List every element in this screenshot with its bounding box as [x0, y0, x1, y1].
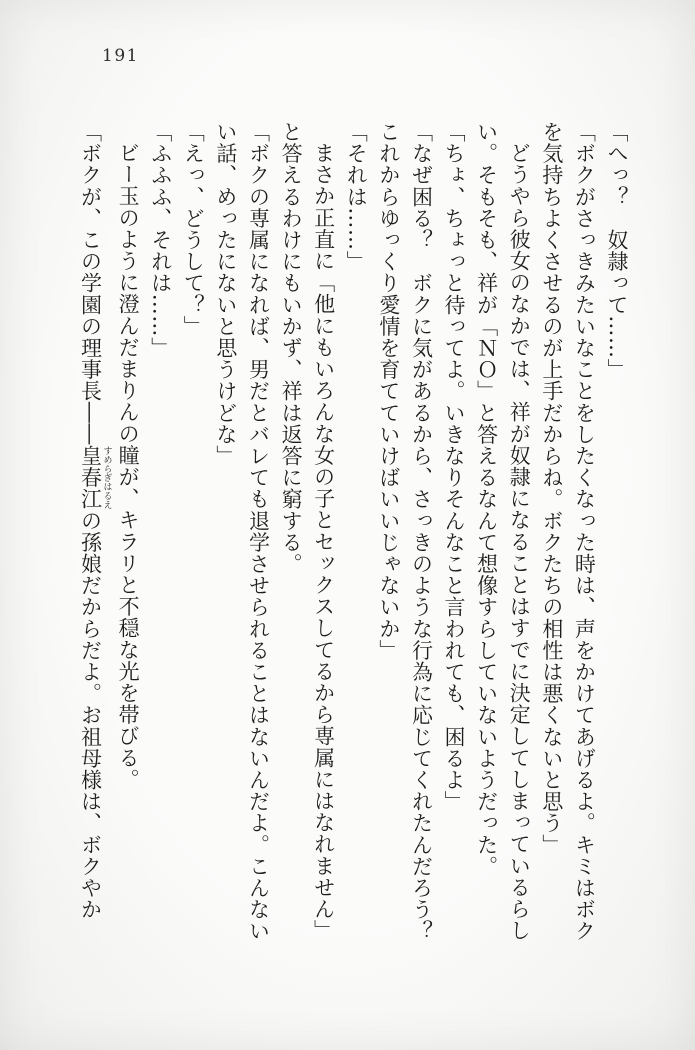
vertical-text-block — [74, 121, 633, 961]
text-line: い話、めったにないと思うけどな」 — [213, 121, 238, 467]
line-segment: の孫娘だからだよ。お祖母様は、ボクやか — [78, 509, 103, 921]
text-line: ビー玉のように澄んだまりんの瞳が、キラリと不穏な光を帯びる。 — [116, 142, 141, 790]
ruby-annotation — [78, 445, 112, 510]
text-line: どうやら彼女のなかでは、祥が奴隷になることはすでに決定してしまっているらし — [507, 142, 532, 942]
text-line: 「なぜ困る？ ボクに気があるから、さっきのような行為に応じてくれたんだろう？ — [409, 121, 434, 942]
text-line: 「へっ？ 奴隷って……」 — [605, 121, 629, 381]
text-line: い。そもそも、祥が「ＮＯ」と答えるなんて想像すらしていないようだった。 — [474, 121, 499, 877]
ruby-base: 皇春江 — [78, 445, 103, 510]
text-line: 「ちょ、ちょっと待ってよ。いきなりそんなこと言われても、困るよ」 — [442, 121, 467, 813]
text-line: 「えっ、どうして？」 — [181, 121, 206, 337]
text-line: 「ふふふ、それは……」 — [148, 121, 173, 359]
text-line — [74, 121, 112, 961]
page-number: 191 — [102, 46, 139, 66]
text-line: まさか正直に「他にもいろんな女の子とセックスしてるから専属にはなれません」 — [311, 142, 336, 942]
text-line: これからゆっくり愛情を育てていけばいいじゃないか」 — [376, 121, 401, 661]
text-line: と答えるわけにもいかず、祥は返答に窮する。 — [279, 121, 304, 575]
text-line: を気持ちよくさせるのが上手だからね。ボクたちの相性は悪くないと思う」 — [539, 121, 564, 856]
text-line: 「ボクがさっきみたいなことをしたくなった時は、声をかけてあげるよ。キミはボク — [572, 121, 597, 942]
line-segment: 「ボクが、この学園の理事長―― — [78, 121, 103, 445]
ruby-text: すめらぎはるえ — [101, 445, 112, 510]
text-line: 「ボクの専属になれば、男だとバレても退学させられることはないんだよ。こんない — [246, 121, 271, 942]
text-line: 「それは……」 — [344, 121, 369, 273]
